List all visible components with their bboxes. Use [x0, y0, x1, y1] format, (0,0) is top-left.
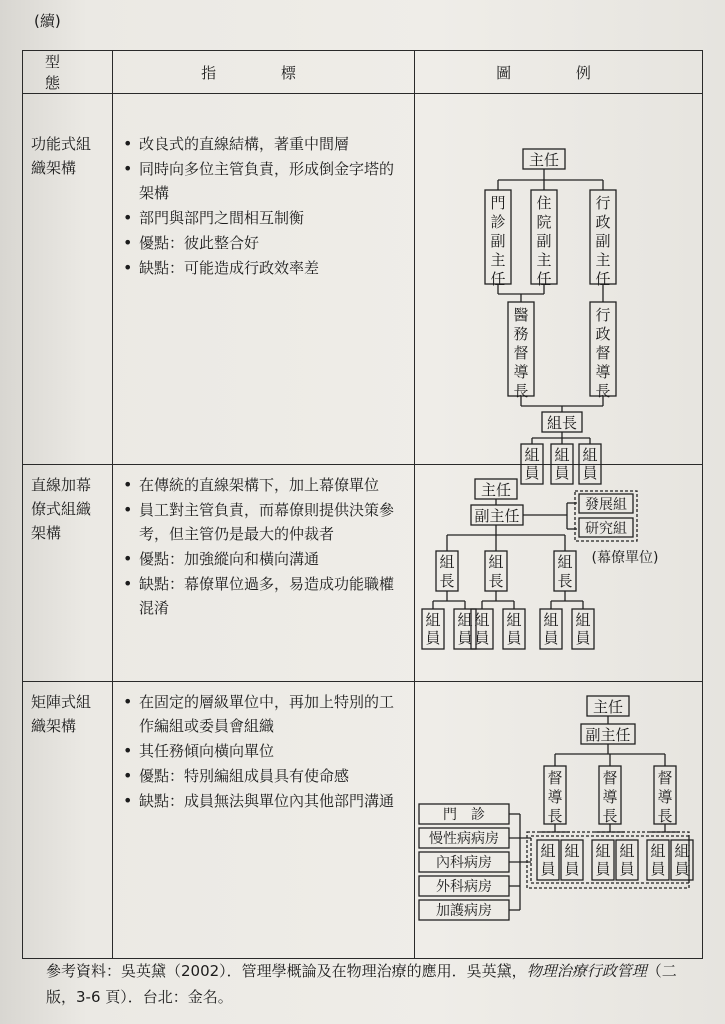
chart-top-node: 主任	[528, 151, 560, 169]
member-node: 組員	[474, 611, 490, 647]
member-node: 組員	[543, 611, 559, 647]
row-indicators-matrix	[113, 682, 415, 959]
bullet-item: • 在傳統的直線架構下，加上幕僚單位	[139, 473, 408, 497]
member-node: 組員	[457, 611, 473, 647]
member-node: 組員	[540, 842, 556, 878]
type-line: 架構	[31, 524, 62, 542]
line-staff-org-chart	[415, 465, 703, 677]
supervisor-node: 醫務督導長	[513, 306, 529, 400]
hospital-unit-node: 加護病房	[436, 903, 492, 919]
supervisor-node: 督導長	[602, 769, 618, 825]
diagram-functional-cell	[415, 94, 703, 482]
hospital-unit-node: 內科病房	[436, 855, 492, 871]
bullet-item: • 優點：彼此整合好	[139, 231, 408, 255]
matrix-org-chart	[415, 682, 703, 954]
deputy-node: 副主任	[585, 726, 631, 744]
bullet-text: 其任務傾向橫向單位	[139, 742, 275, 760]
member-node: 組員	[619, 842, 635, 878]
member-node: 組員	[595, 842, 611, 878]
member-node: 組員	[554, 446, 570, 482]
leader-node: 組長	[439, 553, 455, 590]
member-node: 組員	[564, 842, 580, 878]
staff-unit-development: 發展組	[585, 497, 627, 513]
diagram-line-staff-cell	[415, 465, 703, 682]
member-node: 組員	[575, 611, 591, 647]
row-indicators-line-staff	[113, 465, 415, 682]
member-node: 組員	[524, 446, 540, 482]
deputy-node: 住院副主任	[536, 194, 552, 288]
deputy-node: 副主任	[474, 507, 520, 525]
type-line: 僚式組織	[31, 500, 92, 518]
row-type-matrix	[23, 682, 113, 959]
reference-prefix: 參考資料：吳英黛（2002）．管理學概論及在物理治療的應用．吳英黛，	[46, 962, 527, 980]
row-type-functional	[23, 94, 113, 465]
member-node: 組員	[425, 611, 441, 647]
leader-node: 組長	[557, 553, 573, 590]
bullet-item	[139, 739, 408, 763]
diagram-matrix-cell	[415, 682, 703, 959]
bullet-item: • 在固定的層級單位中，再加上特別的工作編組或委員會組織	[139, 690, 408, 738]
hospital-unit-node: 慢性病病房	[429, 831, 499, 847]
bullet-item: • 部門與部門之間相互制衡	[139, 206, 408, 230]
member-node: 組員	[650, 842, 666, 878]
bullet-item: • 缺點：成員無法與單位內其他部門溝通	[139, 789, 408, 813]
leader-node: 組長	[488, 553, 504, 590]
chart-top-node: 主任	[480, 481, 512, 499]
bullet-item: • 缺點：可能造成行政效率差	[139, 256, 408, 280]
member-node: 組員	[506, 611, 522, 647]
header-diagram: 圖 例	[415, 51, 703, 94]
table-row	[23, 94, 703, 465]
header-type: 型 態	[23, 51, 113, 94]
type-line: 織架構	[31, 159, 77, 177]
staff-caption: (幕僚單位)	[591, 550, 659, 566]
reference-citation	[46, 958, 686, 1010]
table-row	[23, 465, 703, 682]
type-line: 直線加幕	[31, 476, 92, 494]
unit-group	[419, 804, 509, 920]
bullet-item: • 員工對主管負責，而幕僚則提供決策參考，但主管仍是最大的仲裁者	[139, 498, 408, 546]
leader-node: 組長	[546, 414, 578, 432]
member-group	[537, 840, 693, 880]
supervisor-node: 督導長	[657, 769, 673, 825]
row-indicators-functional	[113, 94, 415, 465]
row-type-line-staff	[23, 465, 113, 682]
staff-unit-research: 研究組	[585, 521, 627, 537]
deputy-node: 門診副主任	[490, 194, 506, 288]
bullet-item: • 同時向多位主管負責，形成倒金字塔的架構	[139, 157, 408, 205]
table-header-row	[23, 51, 703, 94]
supervisor-node: 行政督導長	[595, 306, 611, 400]
type-line: 功能式組	[31, 135, 92, 153]
table-row	[23, 682, 703, 959]
reference-suffix: （二版，3-6 頁）．台北：金名。	[46, 962, 677, 1006]
header-indicator: 指 標	[113, 51, 415, 94]
type-line: 矩陣式組	[31, 693, 92, 711]
bullet-item: • 改良式的直線結構，著重中間層	[139, 132, 408, 156]
member-node: 組員	[674, 842, 690, 878]
bullet-item: • 優點：特別編組成員具有使命感	[139, 764, 408, 788]
hospital-unit-node: 外科病房	[436, 879, 492, 895]
member-group	[422, 601, 594, 649]
functional-org-chart	[415, 94, 703, 482]
supervisor-node: 督導長	[547, 769, 563, 825]
type-line: 織架構	[31, 717, 77, 735]
organization-structure-table	[22, 50, 703, 959]
chart-top-node: 主任	[592, 698, 624, 716]
deputy-node: 行政副主任	[595, 194, 611, 288]
member-node: 組員	[582, 446, 598, 482]
bullet-item: • 缺點：幕僚單位過多，易造成功能職權混淆	[139, 572, 408, 620]
hospital-unit-node: 門 診	[443, 807, 485, 823]
continued-note: (續)	[34, 12, 61, 30]
reference-book-title: 物理治療行政管理	[526, 962, 647, 980]
bullet-item: • 優點：加強縱向和橫向溝通	[139, 547, 408, 571]
